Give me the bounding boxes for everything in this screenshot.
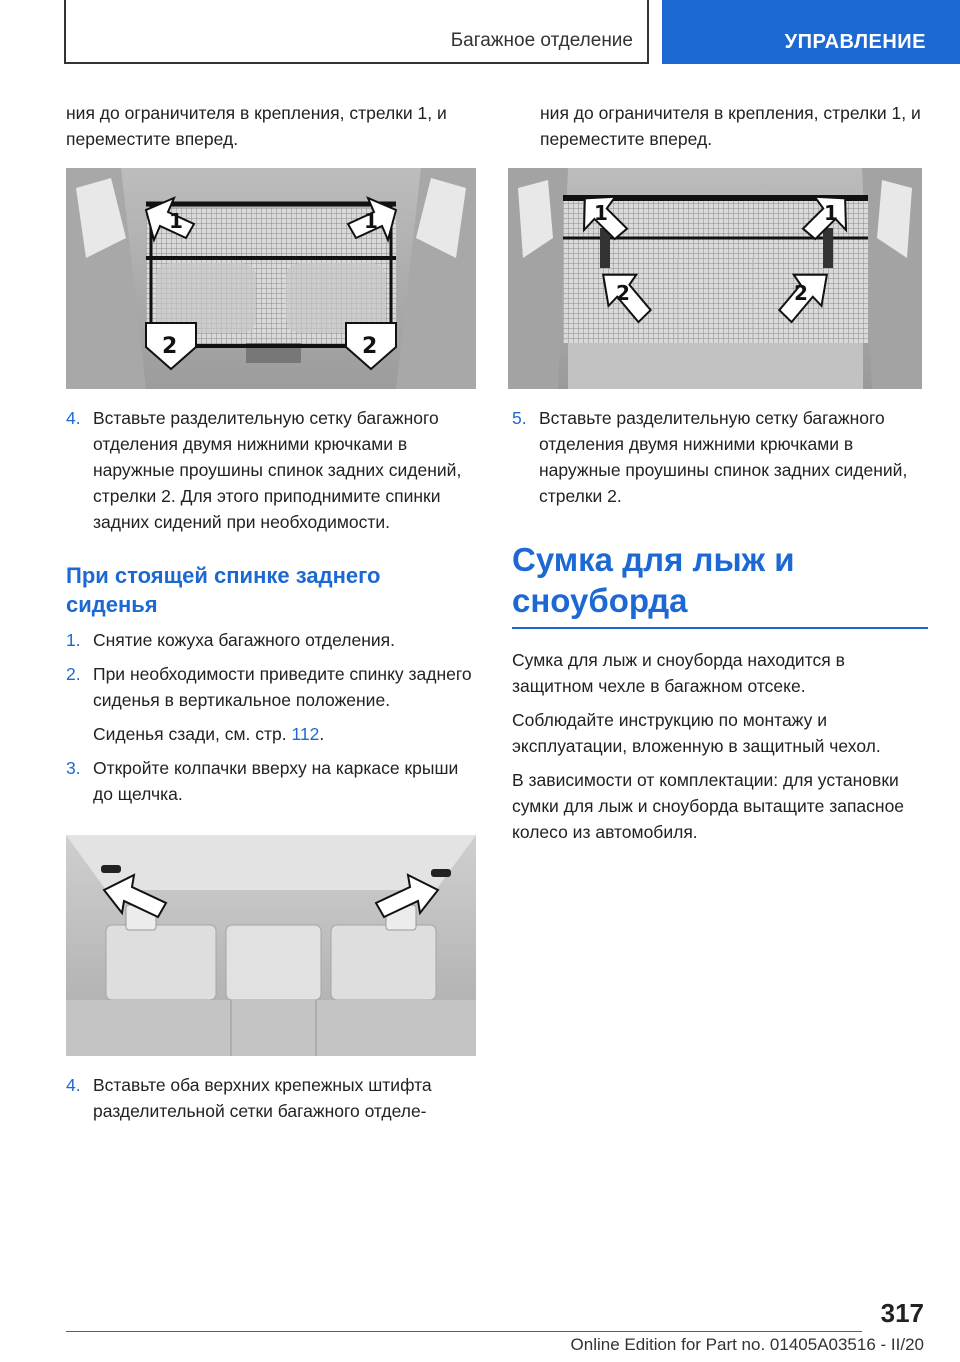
- step-5-insert-net-lower: [512, 405, 928, 509]
- chapter-tab-label: УПРАВЛЕНИЕ: [784, 31, 926, 53]
- subheading-seat-upright: При стоящей спинке заднего сиденья: [66, 563, 381, 617]
- section-title: Багажное отделение: [450, 30, 633, 51]
- step-text: Откройте колпачки вверху на каркасе крыши до щелчка.: [93, 758, 459, 804]
- figure1-label-2-right: 2: [362, 334, 378, 359]
- step-2-raise-seatback: [66, 661, 478, 713]
- figure-cargo-net-hooks-seats-down: [66, 168, 476, 389]
- step-number: 1.: [66, 630, 81, 650]
- header-section-box: [64, 0, 649, 64]
- figure-roof-caps: [66, 835, 476, 1056]
- step-number: 3.: [66, 758, 81, 778]
- figure-cargo-net-illustration: [66, 168, 476, 389]
- footer-divider: [66, 1331, 862, 1332]
- figure2-label-1-left: 1: [594, 201, 608, 225]
- step-number: 4.: [66, 1075, 81, 1095]
- step-4-insert-net-lower: [66, 405, 478, 535]
- ski-bag-para-2: Соблюдайте инструкцию по монтажу и эксплуатации, вложенную в защитный чехол.: [512, 710, 881, 756]
- figure2-label-1-right: 1: [824, 201, 838, 225]
- ski-bag-para-3: В зависимости от комплектации: для установки сумки для лыж и сноуборда вытащите запасное колесо из автомобиля.: [512, 770, 905, 842]
- figure-roof-caps-illustration: [66, 835, 476, 1056]
- ski-bag-para-1: Сумка для лыж и сноуборда находится в защитном чехле в багажном отсеке.: [512, 650, 845, 696]
- note-text: Сиденья сзади, см. стр.: [93, 724, 287, 744]
- right-column: [512, 100, 928, 851]
- step-4-insert-upper-pins: [66, 1072, 478, 1124]
- figure-cargo-net-right: [508, 168, 922, 389]
- step-text: Вставьте оба верхних крепежных штифта разделительной сетки багажного отделе-: [93, 1075, 432, 1121]
- left-column: [66, 100, 478, 1124]
- figure1-label-1-left: 1: [169, 209, 183, 233]
- figure2-label-2-left: 2: [616, 281, 630, 305]
- page-reference-link[interactable]: 112: [291, 724, 320, 744]
- step-text: Вставьте разделительную сетку багажного отделения двумя нижними крючками в наружные проушины спинок задних сидений, стрелки 2.: [539, 408, 908, 506]
- chapter-tab[interactable]: [662, 0, 960, 64]
- left-intro-text: ния до ограничителя в крепления, стрелки 1, и переместите вперед.: [66, 103, 447, 149]
- section-heading-ski-bag: Сумка для лыж и сноуборда: [512, 539, 928, 629]
- step-1-remove-cover: [66, 627, 478, 653]
- note-suffix: .: [319, 724, 325, 744]
- figure1-label-2-left: 2: [162, 334, 178, 359]
- footer-edition-text: Online Edition for Part no. 01405A03516 - II/20: [570, 1335, 924, 1354]
- page-number: 317: [880, 1298, 924, 1328]
- step-3-open-caps: [66, 755, 478, 807]
- figure2-label-2-right: 2: [794, 281, 808, 305]
- step-number: 4.: [66, 408, 81, 428]
- step-number: 2.: [66, 664, 81, 684]
- right-intro-text: ния до ограничителя в крепления, стрелки 1, и переместите вперед.: [540, 103, 921, 149]
- step-text: Снятие кожуха багажного отделения.: [93, 630, 396, 650]
- step-number: 5.: [512, 408, 527, 428]
- step-2-note: [66, 721, 478, 747]
- step-text: Вставьте разделительную сетку багажного отделения двумя нижними крючками в наружные проушины спинок задних сидений, стрелки 2. Для этого приподнимите спинки задних сидений при необходимости.: [93, 408, 462, 532]
- figure-cargo-net-right-illustration: [508, 168, 922, 389]
- step-text: При необходимости приведите спинку заднего сиденья в вертикальное положение.: [93, 664, 472, 710]
- figure1-label-1-right: 1: [364, 209, 378, 233]
